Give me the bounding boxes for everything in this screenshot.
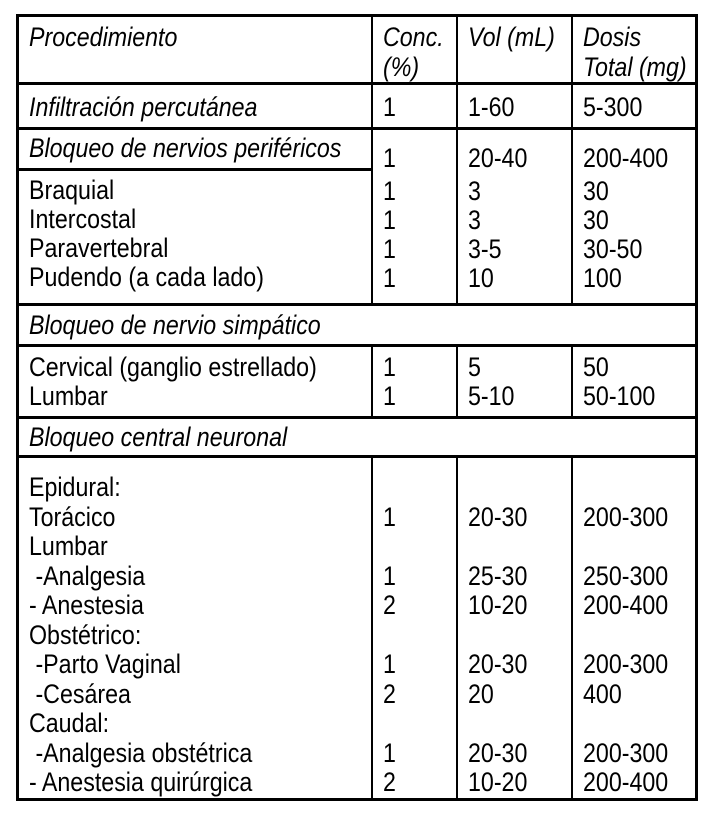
row-simpatico-header: [18, 305, 697, 346]
proc-label: -Cesárea: [29, 678, 131, 709]
cell-infiltracion-label: [18, 84, 372, 129]
conc-value: 2: [382, 678, 396, 709]
conc-value: 1: [382, 501, 396, 532]
proc-label: Cervical (ganglio estrellado): [29, 352, 317, 382]
vol-value: 5: [467, 352, 481, 382]
dosis-value: [583, 709, 678, 739]
dosing-table: [16, 14, 698, 801]
vol-value: [468, 532, 555, 562]
vol-value: 3: [467, 205, 481, 235]
dosis-value: 30: [582, 205, 609, 235]
vol-value: 25-30: [467, 560, 527, 591]
proc-label: Obstétrico:: [29, 619, 142, 650]
proc-label: Intercostal: [29, 204, 137, 234]
conc-value: 1: [382, 234, 396, 264]
proc-label: Braquial: [29, 175, 115, 205]
dosis-value: 100: [582, 263, 622, 293]
dosis-value: 250-300: [582, 560, 668, 591]
conc-value: 1: [382, 176, 396, 206]
proc-label: Lumbar: [29, 531, 108, 561]
vol-value: 10-20: [467, 767, 527, 797]
cell-simpatico-procs: [18, 346, 372, 418]
vol-value: 10-20: [467, 590, 527, 620]
header-cell-vol: [457, 16, 572, 84]
cell-perifericos-vol: [457, 129, 572, 305]
row-perifericos-header: [18, 129, 697, 170]
dosis-value: [583, 532, 678, 562]
proc-label: -Parto Vaginal: [29, 649, 181, 679]
row-simpatico-items: [18, 346, 697, 418]
conc-value: [383, 532, 444, 562]
proc-label: Torácico: [29, 501, 116, 532]
vol-value: 5-10: [467, 381, 514, 411]
vol-value: 20: [467, 678, 494, 709]
conc-value: 2: [382, 590, 396, 620]
section-label: Bloqueo central neuronal: [29, 422, 288, 452]
proc-label: Infiltración percutánea: [29, 92, 258, 122]
vol-value: 20-30: [467, 649, 527, 679]
vol-value: [468, 709, 555, 739]
proc-label: Caudal:: [29, 708, 110, 738]
proc-label: - Anestesia quirúrgica: [29, 767, 253, 797]
vol-value: 20-30: [467, 501, 527, 532]
conc-value: 1: [382, 737, 396, 768]
vol-value: 20-30: [467, 737, 527, 768]
dosis-value: 5-300: [582, 92, 642, 122]
dosis-value: 200-300: [582, 501, 668, 532]
proc-label: Paravertebral: [29, 233, 169, 263]
vol-value: [468, 473, 555, 503]
cell-central-label: [18, 418, 697, 457]
row-central-items: [18, 457, 697, 800]
vol-value: 10: [467, 263, 494, 293]
conc-value: 2: [382, 767, 396, 797]
proc-label: -Analgesia obstétrica: [29, 737, 253, 768]
conc-value: 1: [382, 381, 396, 411]
cell-simpatico-label: [18, 305, 697, 346]
cell-perifericos-procs: [18, 170, 372, 305]
dosis-value: 30: [582, 176, 609, 206]
conc-value: 1: [382, 263, 396, 293]
dosis-value: 200-300: [582, 737, 668, 768]
dosis-value: 400: [582, 678, 622, 709]
dosis-value: [583, 473, 678, 503]
cell-perifericos-dosis: [572, 129, 697, 305]
section-label: Bloqueo de nervio simpático: [29, 310, 321, 340]
proc-label: - Anestesia: [29, 590, 144, 620]
dosis-value: [583, 621, 678, 651]
row-infiltracion: [18, 84, 697, 129]
vol-value: 1-60: [467, 92, 514, 122]
dosis-value: 50-100: [582, 381, 655, 411]
conc-value: 1: [382, 143, 396, 173]
dosis-value: 200-300: [582, 649, 668, 679]
vol-value: 3-5: [467, 234, 502, 264]
cell-simpatico-vol: [457, 346, 572, 418]
conc-value: 1: [382, 649, 396, 679]
header-cell-dosis: [572, 16, 697, 84]
conc-value: [383, 621, 444, 651]
vol-value: 3: [467, 176, 481, 206]
cell-simpatico-conc: [372, 346, 457, 418]
row-central-header: [18, 418, 697, 457]
cell-central-vol: [457, 457, 572, 800]
proc-label: -Analgesia: [29, 560, 146, 591]
dosis-value: 30-50: [582, 234, 642, 264]
cell-infiltracion-conc: [372, 84, 457, 129]
conc-value: 1: [382, 205, 396, 235]
header-dosis-label: Dosis: [582, 22, 641, 52]
proc-label: Lumbar: [29, 381, 108, 411]
header-cell-procedimiento: [18, 16, 372, 84]
proc-label: Epidural:: [29, 472, 121, 502]
cell-infiltracion-vol: [457, 84, 572, 129]
header-cell-conc: [372, 16, 457, 84]
dosis-value: 50: [582, 352, 609, 382]
cell-perifericos-label: [18, 129, 372, 170]
header-dosis-unit: Total (mg): [582, 52, 687, 82]
vol-value: [468, 621, 555, 651]
table-header-row: [18, 16, 697, 84]
conc-value: [383, 473, 444, 503]
conc-value: 1: [382, 92, 396, 122]
cell-central-dosis: [572, 457, 697, 800]
dosis-value: 200-400: [582, 143, 668, 173]
header-conc-unit: (%): [382, 52, 419, 82]
cell-infiltracion-dosis: [572, 84, 697, 129]
conc-value: 1: [382, 352, 396, 382]
cell-central-conc: [372, 457, 457, 800]
section-label: Bloqueo de nervios periféricos: [29, 133, 342, 163]
cell-simpatico-dosis: [572, 346, 697, 418]
cell-perifericos-conc: [372, 129, 457, 305]
cell-central-procs: [18, 457, 372, 800]
header-conc-label: Conc.: [382, 22, 444, 52]
conc-value: 1: [382, 560, 396, 591]
vol-value: 20-40: [467, 143, 527, 173]
proc-label: Pudendo (a cada lado): [29, 262, 264, 292]
dosis-value: 200-400: [582, 590, 668, 620]
dosis-value: 200-400: [582, 767, 668, 797]
header-vol-label: Vol (mL): [467, 22, 555, 52]
conc-value: [383, 709, 444, 739]
header-procedimiento-label: Procedimiento: [29, 22, 178, 52]
